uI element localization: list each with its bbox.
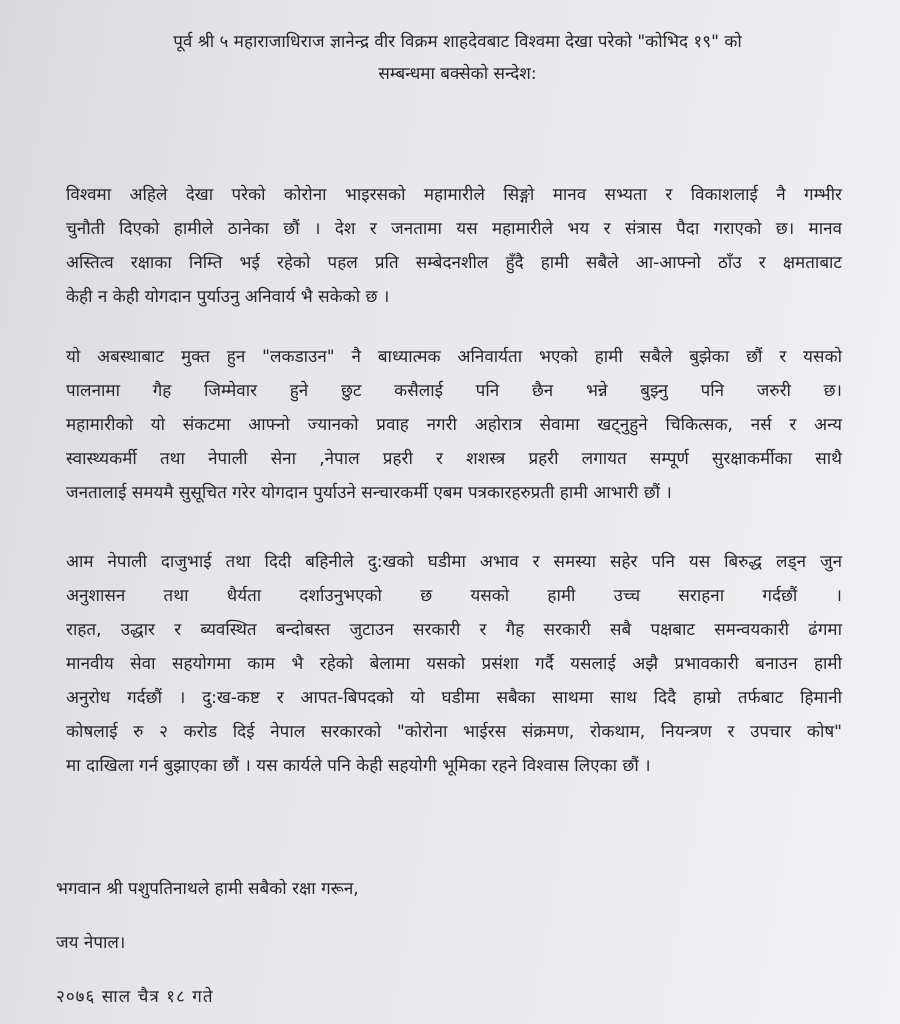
paragraph-1	[66, 178, 842, 314]
blessing-line: भगवान श्री पशुपतिनाथले हामी सबैको रक्षा गरून,	[56, 879, 359, 899]
paragraph-line: महामारीको यो संकटमा आफ्नो ज्यानको प्रवाह नगरी अहोरात्र सेवामा खट्नुहुने चिकित्सक, नर्स र अन्य	[66, 415, 842, 435]
paragraph-line: आम नेपाली दाजुभाई तथा दिदी बहिनीले दु:खको घडीमा अभाव र समस्या सहेर पनि यस बिरुद्ध लड्न जुन	[66, 552, 842, 572]
paragraph-line: कोषलाई रु २ करोड दिई नेपाल सरकारको "कोरोना भाईरस संक्रमण, रोकथाम, नियन्त्रण र उपचार कोष"	[66, 722, 842, 742]
paragraph-2	[66, 340, 842, 510]
paragraph-line: चुनौती दिएको हामीले ठानेका छौं । देश र जनतामा यस महामारीले भय र संत्रास पैदा गराएको छ। मानव	[66, 219, 842, 239]
paragraph-line: विश्वमा अहिले देखा परेको कोरोना भाइरसको महामारीले सिङ्गो मानव सभ्यता र विकाशलाई नै गम्भीर	[66, 185, 842, 205]
paragraph-line: राहत, उद्धार र ब्यवस्थित बन्दोबस्त जुटाउन सरकारी र गैह सरकारी सबै पक्षबाट समन्वयकारी ढंगमा	[66, 620, 842, 640]
paragraph-line: जनतालाई समयमै सुसूचित गरेर योगदान पुर्याउने सन्चारकर्मी एबम पत्रकारहरुप्रती हामी आभारी छौं ।	[66, 483, 672, 503]
paragraph-line: अस्तित्व रक्षाका निम्ति भई रहेको पहल प्रति सम्बेदनशील हुँदै हामी सबैले आ-आफ्नो ठाँउ र क्षमताबाट	[66, 253, 842, 273]
paragraph-line: अनुरोध गर्दछौं । दु:ख-कष्ट र आपत-बिपदको यो घडीमा सबैका साथमा साथ दिदै हाम्रो तर्फबाट हिमानी	[66, 688, 842, 708]
paragraph-line: मा दाखिला गर्न बुझाएका छौं । यस कार्यले पनि केही सहयोगी भूमिका रहने विश्वास लिएका छौं ।	[66, 756, 651, 776]
paragraph-3	[66, 545, 842, 783]
date-line: २०७६ साल चैत्र १८ गते	[56, 987, 214, 1007]
paragraph-line: मानवीय सेवा सहयोगमा काम भै रहेको बेलामा यसको प्रसंशा गर्दै यसलाई अझै प्रभावकारी बनाउन हामी	[66, 654, 842, 674]
paragraph-line: स्वास्थ्यकर्मी तथा नेपाली सेना ,नेपाल प्रहरी र शशस्त्र प्रहरी लगायत सम्पूर्ण सुरक्षाकर्मीका साथै	[66, 449, 842, 469]
paragraph-line: केही न केही योगदान पुर्याउनु अनिवार्य भै सकेको छ ।	[66, 287, 390, 307]
document-title-line-2: सम्बन्धमा बक्सेको सन्देश:	[378, 64, 537, 84]
jay-nepal-line: जय नेपाल।	[56, 933, 126, 953]
document-title-line-1: पूर्व श्री ५ महाराजाधिराज ज्ञानेन्द्र वीर विक्रम शाहदेवबाट विश्वमा देखा परेको "कोभिद १९" को	[173, 32, 742, 52]
paragraph-line: यो अबस्थाबाट मुक्त हुन "लकडाउन" नै बाध्यात्मक अनिवार्यता भएको हामी सबैले बुझेका छौं र यसको	[66, 347, 842, 367]
paragraph-line: अनुशासन तथा धैर्यता दर्शाउनुभएको छ यसको हामी उच्च सराहना गर्दछौं ।	[66, 586, 842, 606]
paragraph-line: पालनामा गैह जिम्मेवार हुने छुट कसैलाई पनि छैन भन्ने बुझ्नु पनि जरुरी छ।	[66, 381, 842, 401]
